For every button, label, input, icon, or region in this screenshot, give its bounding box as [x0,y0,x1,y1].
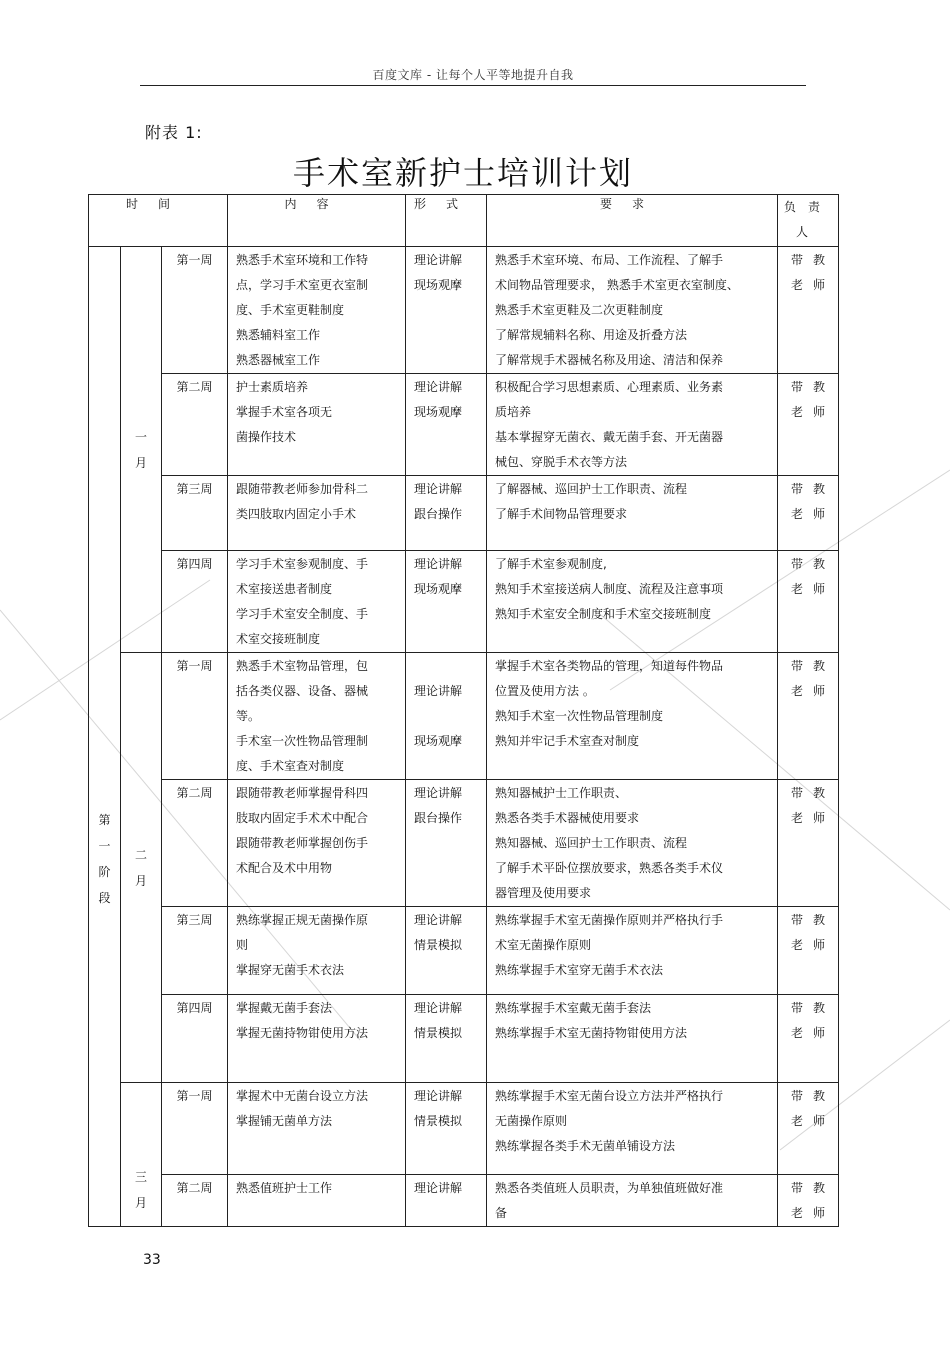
table-row [89,653,839,780]
content-cell-line: 跟随带教老师掌握骨科四 [236,786,369,800]
requirement-cell-line: 熟知并牢记手术室查对制度 [495,734,640,748]
responsible-cell-line: 老师 [790,684,835,698]
responsible-cell-line: 老师 [790,507,835,521]
table-row [89,247,839,374]
responsible-cell [778,653,839,780]
responsible-cell-line: 老师 [790,811,835,825]
form-cell-line: 跟台操作 [414,811,463,825]
content-cell-line: 熟练掌握正规无菌操作原 [236,913,369,927]
form-cell [406,1083,487,1175]
header-rule [140,85,806,86]
responsible-cell-line: 带教 [790,786,835,800]
content-cell-line: 掌握戴无菌手套法 [236,1001,333,1015]
requirement-cell-line: 掌握手术室各类物品的管理，知道每件物品 [495,659,724,673]
content-cell-line: 度、手术室查对制度 [236,759,345,773]
form-cell-line: 现场观摩 [414,582,463,596]
training-plan-table [88,194,839,1227]
requirement-cell [487,907,778,995]
responsible-cell [778,907,839,995]
table-row [89,476,839,551]
content-cell-line: 熟悉手术室物品管理，包 [236,659,369,673]
requirement-cell [487,551,778,653]
content-cell-line: 掌握铺无菌单方法 [236,1114,333,1128]
content-cell-line: 菌操作技术 [236,430,297,444]
week-label: 第一周 [162,247,228,374]
form-cell-line: 理论讲解 [414,380,463,394]
content-cell-line: 掌握手术室各项无 [236,405,333,419]
content-cell [228,551,406,653]
header-responsible: 负责 人 [778,195,839,247]
requirement-cell [487,780,778,907]
requirement-cell-line: 了解手术室参观制度, [495,557,607,571]
week-label: 第四周 [162,995,228,1083]
responsible-cell-line: 老师 [790,582,835,596]
table-row [89,1175,839,1227]
responsible-cell [778,476,839,551]
requirement-cell-line: 熟练掌握手术室戴无菌手套法 [495,1001,652,1015]
requirement-cell [487,374,778,476]
form-cell-line: 现场观摩 [414,405,463,419]
requirement-cell-line: 积极配合学习思想素质、心理素质、业务素 [495,380,724,394]
content-cell-line: 术室接送患者制度 [236,582,333,596]
requirement-cell-line: 无菌操作原则 [495,1114,568,1128]
requirement-cell-line: 了解器械、巡回护士工作职责、流程 [495,482,688,496]
month-label: 一 月 [121,247,162,653]
week-label: 第一周 [162,1083,228,1175]
week-label: 第二周 [162,374,228,476]
requirement-cell-line: 熟练掌握手术室无菌持物钳使用方法 [495,1026,688,1040]
header-content: 内容 [228,195,406,247]
form-cell-line: 理论讲解 [414,786,463,800]
content-cell [228,1083,406,1175]
requirement-cell-line: 熟知手术室安全制度和手术室交接班制度 [495,607,712,621]
content-cell-line: 熟悉辅料室工作 [236,328,321,342]
requirement-cell [487,995,778,1083]
content-cell [228,374,406,476]
responsible-cell-line: 带教 [790,557,835,571]
content-cell-line: 护士素质培养 [236,380,309,394]
table-row [89,551,839,653]
requirement-cell [487,1175,778,1227]
responsible-cell-line: 老师 [790,1026,835,1040]
requirement-cell-line: 熟悉各类手术器械使用要求 [495,811,640,825]
table-row [89,374,839,476]
responsible-cell-line: 老师 [790,278,835,292]
form-cell-line: 理论讲解 [414,1181,463,1195]
requirement-cell-line: 术间物品管理要求， 熟悉手术室更衣室制度、 [495,278,739,292]
responsible-cell [778,1175,839,1227]
requirement-cell-line: 熟悉各类值班人员职责，为单独值班做好准 [495,1181,724,1195]
header-time: 时间 [89,195,228,247]
responsible-cell-line: 带教 [790,1089,835,1103]
week-label: 第二周 [162,1175,228,1227]
week-label: 第三周 [162,907,228,995]
form-cell-line: 跟台操作 [414,507,463,521]
responsible-cell-line: 带教 [790,1001,835,1015]
content-cell [228,653,406,780]
requirement-cell-line: 了解手术平卧位摆放要求，熟悉各类手术仪 [495,861,724,875]
requirement-cell-line: 了解常规辅料名称、用途及折叠方法 [495,328,688,342]
form-cell-line: 理论讲解 [414,253,463,267]
month-label: 三 月 [121,1083,162,1227]
form-cell-line: 情景模拟 [414,1114,463,1128]
content-cell-line: 熟悉器械室工作 [236,353,321,367]
content-cell-line: 则 [236,938,249,952]
responsible-cell [778,780,839,907]
content-cell-line: 跟随带教老师参加骨科二 [236,482,369,496]
responsible-cell-line: 带教 [790,380,835,394]
form-cell [406,247,487,374]
responsible-cell-line: 老师 [790,1114,835,1128]
form-cell-line: 理论讲解 [414,482,463,496]
content-cell [228,247,406,374]
page-number: 33 [143,1252,161,1268]
requirement-cell-line: 了解常规手术器械名称及用途、清洁和保养 [495,353,724,367]
form-cell-line [414,654,480,679]
responsible-cell-line: 带教 [790,913,835,927]
header-form: 形式 [406,195,487,247]
responsible-cell-line: 带教 [790,659,835,673]
page-header: 百度文库 - 让每个人平等地提升自我 [372,68,574,82]
responsible-cell-line: 老师 [790,1206,835,1220]
table-row [89,907,839,995]
content-cell-line: 学习手术室参观制度、手 [236,557,369,571]
responsible-cell [778,374,839,476]
requirement-cell-line: 器管理及使用要求 [495,886,592,900]
requirement-cell-line: 基本掌握穿无菌衣、戴无菌手套、开无菌器 [495,430,724,444]
requirement-cell-line: 熟练掌握手术室穿无菌手术衣法 [495,963,664,977]
requirement-cell-line: 械包、穿脱手术衣等方法 [495,455,628,469]
week-label: 第三周 [162,476,228,551]
content-cell-line: 掌握术中无菌台设立方法 [236,1089,369,1103]
content-cell-line: 度、手术室更鞋制度 [236,303,345,317]
table-body [89,247,839,1227]
requirement-cell-line: 熟悉手术室环境、布局、工作流程、了解手 [495,253,724,267]
month-label: 二 月 [121,653,162,1083]
content-cell [228,476,406,551]
requirement-cell-line: 熟练掌握手术室无菌台设立方法并严格执行 [495,1089,724,1103]
form-cell [406,476,487,551]
requirement-cell-line: 熟知手术室一次性物品管理制度 [495,709,664,723]
content-cell-line: 点，学习手术室更衣室制 [236,278,369,292]
form-cell-line: 情景模拟 [414,938,463,952]
appendix-label: 附表 1: [145,123,203,142]
requirement-cell-line: 备 [495,1206,508,1220]
form-cell [406,551,487,653]
content-cell-line: 术配合及术中用物 [236,861,333,875]
content-cell-line: 熟悉手术室环境和工作特 [236,253,369,267]
content-cell [228,995,406,1083]
responsible-cell-line: 老师 [790,405,835,419]
form-cell [406,780,487,907]
content-cell-line: 跟随带教老师掌握创伤手 [236,836,369,850]
responsible-cell [778,551,839,653]
form-cell-line: 现场观摩 [414,734,463,748]
content-cell [228,907,406,995]
form-cell-line: 理论讲解 [414,1089,463,1103]
content-cell [228,780,406,907]
requirement-cell-line: 熟知手术室接送病人制度、流程及注意事项 [495,582,724,596]
requirement-cell-line: 熟知器械护士工作职责、 [495,786,628,800]
form-cell-line [414,704,480,729]
form-cell [406,1175,487,1227]
requirement-cell [487,247,778,374]
requirement-cell [487,1083,778,1175]
form-cell [406,653,487,780]
requirement-cell-line: 熟知器械、巡回护士工作职责、流程 [495,836,688,850]
requirement-cell-line: 位置及使用方法 。 [495,684,595,698]
responsible-cell [778,995,839,1083]
content-cell-line: 括各类仪器、设备、器械 [236,684,369,698]
content-cell-line: 手术室一次性物品管理制 [236,734,369,748]
requirement-cell-line: 熟练掌握各类手术无菌单铺设方法 [495,1139,676,1153]
content-cell-line: 学习手术室安全制度、手 [236,607,369,621]
header-requirement: 要求 [487,195,778,247]
form-cell-line: 理论讲解 [414,684,463,698]
content-cell-line: 熟悉值班护士工作 [236,1181,333,1195]
week-label: 第四周 [162,551,228,653]
requirement-cell-line: 质培养 [495,405,532,419]
table-row [89,995,839,1083]
form-cell-line: 理论讲解 [414,913,463,927]
form-cell-line: 理论讲解 [414,1001,463,1015]
content-cell-line: 术室交接班制度 [236,632,321,646]
responsible-cell-line: 老师 [790,938,835,952]
content-cell-line: 掌握无菌持物钳使用方法 [236,1026,369,1040]
table-row [89,1083,839,1175]
page-title: 手术室新护士培训计划 [292,154,633,192]
content-cell-line: 类四肢取内固定小手术 [236,507,357,521]
requirement-cell-line: 熟悉手术室更鞋及二次更鞋制度 [495,303,664,317]
requirement-cell-line: 术室无菌操作原则 [495,938,592,952]
form-cell [406,995,487,1083]
form-cell-line: 理论讲解 [414,557,463,571]
content-cell-line: 等。 [236,709,261,723]
form-cell-line: 现场观摩 [414,278,463,292]
responsible-cell-line: 带教 [790,1181,835,1195]
requirement-cell [487,653,778,780]
stage-label: 第 一 阶 段 [89,247,121,1227]
content-cell-line: 掌握穿无菌手术衣法 [236,963,345,977]
responsible-cell-line: 带教 [790,482,835,496]
requirement-cell [487,476,778,551]
requirement-cell-line: 了解手术间物品管理要求 [495,507,628,521]
form-cell-line: 情景模拟 [414,1026,463,1040]
requirement-cell-line: 熟练掌握手术室无菌操作原则并严格执行手 [495,913,724,927]
table-row [89,780,839,907]
responsible-cell [778,1083,839,1175]
responsible-cell-line: 带教 [790,253,835,267]
form-cell [406,374,487,476]
content-cell [228,1175,406,1227]
week-label: 第二周 [162,780,228,907]
responsible-cell [778,247,839,374]
content-cell-line: 肢取内固定手术术中配合 [236,811,369,825]
form-cell [406,907,487,995]
week-label: 第一周 [162,653,228,780]
